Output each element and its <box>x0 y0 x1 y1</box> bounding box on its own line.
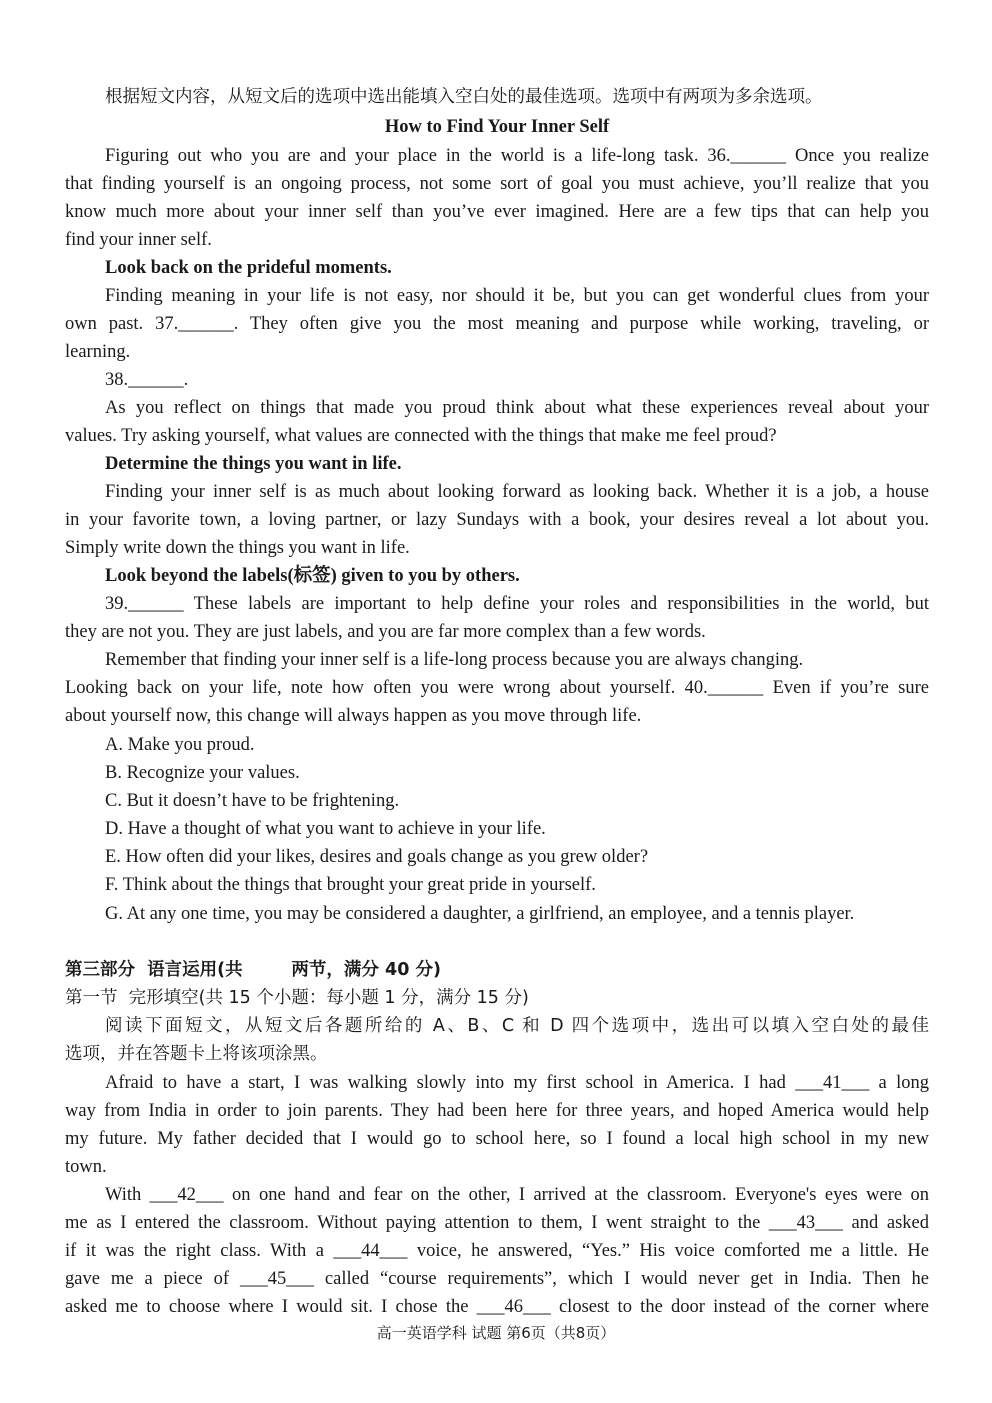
option-f: F. Think about the things that brought your great pride in yourself. <box>105 875 596 895</box>
option-d: D. Have a thought of what you want to achieve in your life. <box>105 819 546 839</box>
passage-line: Simply write down the things you want in life. <box>65 538 410 558</box>
cloze-line: my future. My father decided that I would go to school here, so I found a local high school in my new <box>65 1129 929 1149</box>
passage-line: Remember that finding your inner self is a life-long process because you are always changing. <box>105 650 804 670</box>
cloze-instruction: 选项，并在答题卡上将该项涂黑。 <box>65 1044 328 1064</box>
option-a: A. Make you proud. <box>105 735 255 755</box>
passage-line: about yourself now, this change will always happen as you move through life. <box>65 706 642 726</box>
cloze-line: town. <box>65 1157 107 1177</box>
passage-line: Figuring out who you are and your place in the world is a life-long task. 36.______ Once you realize <box>105 146 929 166</box>
cloze-line: me as I entered the classroom. Without paying attention to them, I went straight to the ___43___ and asked <box>65 1213 929 1233</box>
passage-line: As you reflect on things that made you proud think about what these experiences reveal about your <box>105 398 929 418</box>
passage-title: How to Find Your Inner Self <box>384 117 610 137</box>
passage-line: Looking back on your life, note how often you were wrong about yourself. 40.______ Even if you’re sure <box>65 678 929 698</box>
page-footer: 高一英语学科 试题 第6页（共8页） <box>376 1324 616 1342</box>
passage-line: Finding your inner self is as much about looking forward as looking back. Whether it is a job, a house <box>105 482 929 502</box>
instruction-reading-7-5: 根据短文内容，从短文后的选项中选出能填入空白处的最佳选项。选项中有两项为多余选项。 <box>105 87 823 107</box>
passage-line: that finding yourself is an ongoing process, not some sort of goal you must achieve, you’ll realize that you <box>65 174 929 194</box>
subheading: Determine the things you want in life. <box>105 454 402 474</box>
blank-38-line: 38.______. <box>105 370 189 390</box>
cloze-line: With ___42___ on one hand and fear on the other, I arrived at the classroom. Everyone's eyes were on <box>105 1185 929 1205</box>
cloze-line: asked me to choose where I would sit. I chose the ___46___ closest to the door instead of the corner where <box>65 1297 929 1317</box>
option-c: C. But it doesn’t have to be frightening. <box>105 791 400 811</box>
cloze-line: gave me a piece of ___45___ called “course requirements”, which I would never get in India. Then he <box>65 1269 929 1289</box>
passage-line: they are not you. They are just labels, and you are far more complex than a few words. <box>65 622 706 642</box>
cloze-line: way from India in order to join parents. They had been here for three years, and hoped America would help <box>65 1101 929 1121</box>
passage-line: find your inner self. <box>65 230 212 250</box>
part-three-heading: 第三部分 语言运用(共 两节，满分 40 分) <box>65 960 441 980</box>
passage-line: values. Try asking yourself, what values are connected with the things that make me feel proud? <box>65 426 777 446</box>
passage-line: in your favorite town, a loving partner, or lazy Sundays with a book, your desires reveal a lot about you. <box>65 510 929 530</box>
passage-line: learning. <box>65 342 131 362</box>
option-g: G. At any one time, you may be considered a daughter, a girlfriend, an employee, and a tennis player. <box>105 904 855 924</box>
cloze-line: if it was the right class. With a ___44___ voice, he answered, “Yes.” His voice comforted me a little. He <box>65 1241 929 1261</box>
subheading: Look beyond the labels(标签) given to you by others. <box>105 566 520 586</box>
subheading: Look back on the prideful moments. <box>105 258 392 278</box>
passage-line: 39.______ These labels are important to help define your roles and responsibilities in the world, but <box>105 594 929 614</box>
option-e: E. How often did your likes, desires and goals change as you grew older? <box>105 847 649 867</box>
option-b: B. Recognize your values. <box>105 763 300 783</box>
passage-line: know much more about your inner self than you’ve ever imagined. Here are a few tips that can help you <box>65 202 929 222</box>
cloze-instruction: 阅读下面短文，从短文后各题所给的 A、B、C 和 D 四个选项中，选出可以填入空白处的最佳 <box>105 1016 929 1036</box>
passage-line: Finding meaning in your life is not easy, nor should it be, but you can get wonderful clues from your <box>105 286 929 306</box>
passage-line: own past. 37.______. They often give you the most meaning and purpose while working, traveling, or <box>65 314 929 334</box>
section-one-heading: 第一节 完形填空(共 15 个小题：每小题 1 分，满分 15 分) <box>65 988 529 1008</box>
cloze-line: Afraid to have a start, I was walking slowly into my first school in America. I had ___41___ a long <box>105 1073 929 1093</box>
